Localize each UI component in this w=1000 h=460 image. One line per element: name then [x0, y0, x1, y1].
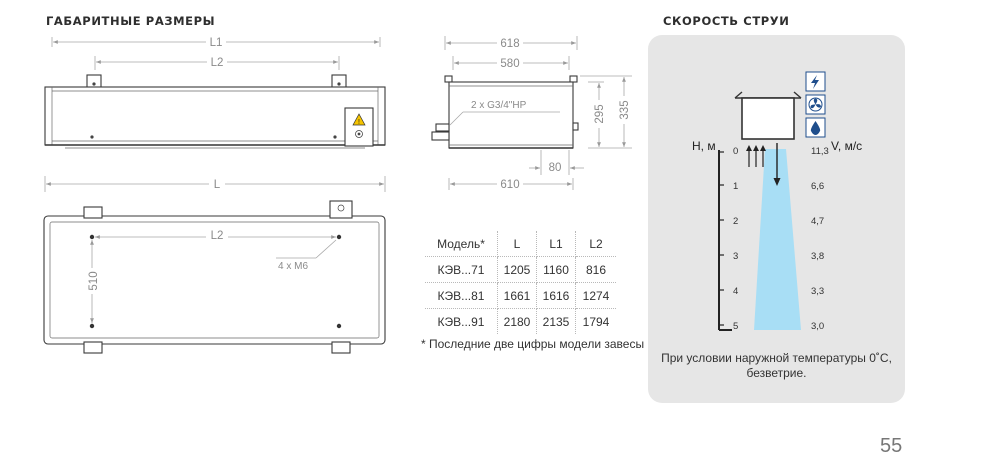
- holes-label: 4 x M6: [278, 261, 309, 272]
- table-cell: 816: [576, 257, 617, 283]
- lightning-icon: [806, 72, 825, 91]
- table-cell: 2135: [537, 309, 576, 335]
- table-note: * Последние две цифры модели завесы: [421, 337, 645, 351]
- page-number: 55: [880, 435, 903, 457]
- table-cell: КЭВ...91: [425, 309, 498, 335]
- dim-335: 335: [619, 100, 631, 120]
- table-cell: КЭВ...71: [425, 257, 498, 283]
- dimensions-title: ГАБАРИТНЫЕ РАЗМЕРЫ: [46, 14, 216, 28]
- height-tick-label: 3: [733, 251, 739, 262]
- dim-L2-front: L2: [210, 57, 224, 69]
- dim-510: 510: [88, 271, 100, 291]
- height-tick-label: 1: [733, 181, 739, 192]
- dim-610: 610: [500, 179, 520, 191]
- table-cell: 1616: [537, 283, 576, 309]
- curtain-unit: [742, 98, 794, 139]
- table-header: Модель*: [425, 231, 498, 257]
- table-header: L: [498, 231, 537, 257]
- connector-label: 2 x G3/4"HP: [471, 100, 527, 111]
- velocity-axis-label: V, м/с: [831, 139, 863, 153]
- velocity-value: 3,0: [811, 321, 825, 332]
- fan-icon: [806, 95, 825, 114]
- intake-arrows-icon: [746, 145, 766, 167]
- dim-580: 580: [500, 58, 520, 70]
- speed-caption: [648, 351, 905, 381]
- dim-618: 618: [500, 38, 520, 50]
- table-cell: 1274: [576, 283, 617, 309]
- height-tick-label: 0: [733, 146, 739, 157]
- svg-text:!: !: [358, 119, 360, 126]
- speed-title: СКОРОСТЬ СТРУИ: [663, 14, 790, 28]
- velocity-value: 6,6: [811, 181, 825, 192]
- table-cell: 2180: [498, 309, 537, 335]
- table-cell: 1205: [498, 257, 537, 283]
- table-cell: 1160: [537, 257, 576, 283]
- table-cell: КЭВ...81: [425, 283, 498, 309]
- height-tick-label: 4: [733, 286, 739, 297]
- height-tick-label: 2: [733, 216, 739, 227]
- velocity-value: 4,7: [811, 216, 825, 227]
- table-header: L2: [576, 231, 617, 257]
- table-header: L1: [537, 231, 576, 257]
- height-axis-label: H, м: [692, 139, 716, 153]
- velocity-value: 3,8: [811, 251, 825, 262]
- table-cell: 1794: [576, 309, 617, 335]
- velocity-value: 3,3: [811, 286, 825, 297]
- caption-line-1: При условии наружной температуры 0˚С,: [661, 351, 892, 365]
- water-drop-icon: [806, 118, 825, 137]
- velocity-value: 11,3: [811, 146, 829, 157]
- dim-L: L: [213, 179, 221, 191]
- dim-80: 80: [548, 162, 562, 174]
- dim-L2-bottom: L2: [210, 230, 224, 242]
- dim-295: 295: [594, 104, 606, 124]
- dim-L1: L1: [209, 37, 223, 49]
- height-tick-label: 5: [733, 321, 739, 332]
- table-cell: 1661: [498, 283, 537, 309]
- caption-line-2: безветрие.: [746, 366, 807, 380]
